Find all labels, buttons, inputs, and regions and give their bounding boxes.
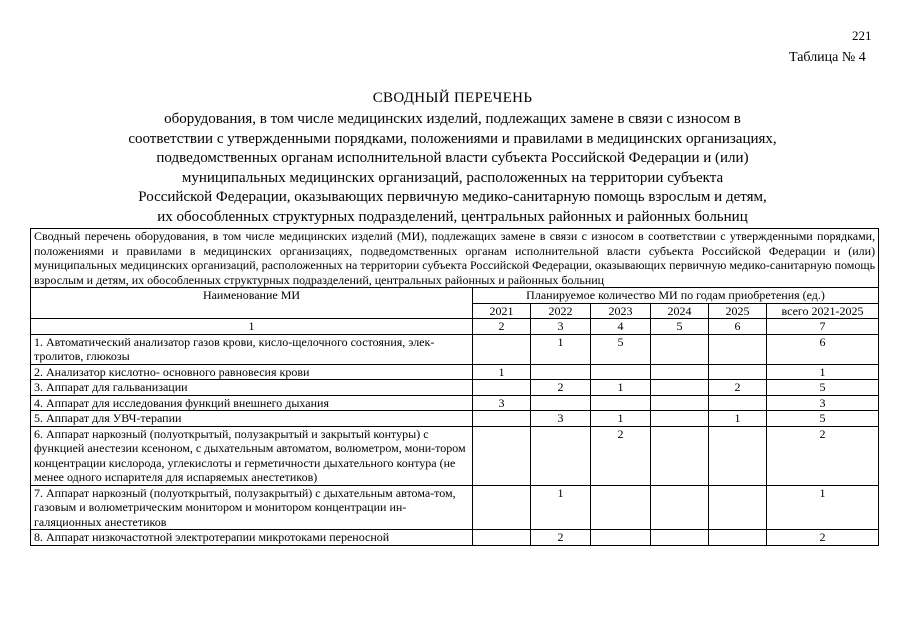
row-name-cell: 1. Автоматический анализатор газов крови, кисло-щелочного состояния, элек-тролитов, глюкозы xyxy=(31,334,473,364)
col-header-group: Планируемое количество МИ по годам приобретения (ед.) xyxy=(473,288,879,304)
row-name-cell: 2. Анализатор кислотно- основного равновесия крови xyxy=(31,364,473,380)
row-value-cell: 3 xyxy=(767,395,879,411)
row-value-cell: 5 xyxy=(767,411,879,427)
row-name-cell: 8. Аппарат низкочастотной электротерапии микротоками переносной xyxy=(31,530,473,546)
table-row xyxy=(31,380,879,396)
row-value-cell xyxy=(651,380,709,396)
row-value-cell: 2 xyxy=(767,530,879,546)
table-header-row xyxy=(31,288,879,304)
column-number-row xyxy=(31,319,879,335)
row-value-cell: 1 xyxy=(591,411,651,427)
column-number: 1 xyxy=(31,319,473,335)
row-value-cell: 1 xyxy=(767,364,879,380)
column-number: 6 xyxy=(709,319,767,335)
row-value-cell xyxy=(709,334,767,364)
row-value-cell xyxy=(473,411,531,427)
row-value-cell: 1 xyxy=(531,485,591,530)
table-label: Таблица № 4 xyxy=(789,50,866,65)
row-value-cell xyxy=(591,364,651,380)
table-row xyxy=(31,395,879,411)
subtitle-line: муниципальных медицинских организаций, расположенных на территории субъекта xyxy=(181,169,724,186)
row-value-cell: 1 xyxy=(591,380,651,396)
col-header-year: 2021 xyxy=(473,303,531,319)
table-body xyxy=(31,334,879,545)
row-value-cell xyxy=(709,530,767,546)
page-number: 221 xyxy=(852,28,872,43)
col-header-year: 2022 xyxy=(531,303,591,319)
row-value-cell xyxy=(651,395,709,411)
row-value-cell xyxy=(473,334,531,364)
subtitle-line: соответствии с утвержденными порядками, положениями и правилами в медицинских организациях, xyxy=(128,130,777,147)
row-value-cell: 1 xyxy=(767,485,879,530)
row-value-cell: 3 xyxy=(531,411,591,427)
column-number: 2 xyxy=(473,319,531,335)
subtitle-line: оборудования, в том числе медицинских изделий, подлежащих замене в связи с износом в xyxy=(164,111,741,127)
subtitle-line: подведомственных органам исполнительной власти субъекта Российской Федерации и (или) xyxy=(156,150,749,166)
row-value-cell xyxy=(591,485,651,530)
row-value-cell: 5 xyxy=(767,380,879,396)
row-value-cell: 1 xyxy=(473,364,531,380)
row-value-cell xyxy=(651,485,709,530)
col-header-name: Наименование МИ xyxy=(31,288,473,319)
row-name-cell: 6. Аппарат наркозный (полуоткрытый, полузакрытый и закрытый контуры) с функцией анестезии ксеноном, с дыхательным автоматом, волюметром, мони-тором концентрации кислорода, углекислоты и герметичности дыхательного контура (не менее одного испарителя для испаряемых анестетиков) xyxy=(31,426,473,485)
row-value-cell xyxy=(473,380,531,396)
column-number: 4 xyxy=(591,319,651,335)
col-header-total: всего 2021-2025 xyxy=(767,303,879,319)
column-number: 5 xyxy=(651,319,709,335)
row-name-cell: 3. Аппарат для гальванизации xyxy=(31,380,473,396)
table-row xyxy=(31,485,879,530)
col-header-year: 2025 xyxy=(709,303,767,319)
row-value-cell xyxy=(651,334,709,364)
row-value-cell xyxy=(709,426,767,485)
row-value-cell xyxy=(651,411,709,427)
row-value-cell xyxy=(709,485,767,530)
table-row xyxy=(31,364,879,380)
row-value-cell xyxy=(531,395,591,411)
column-number: 7 xyxy=(767,319,879,335)
row-value-cell xyxy=(473,485,531,530)
table-intro-text: Сводный перечень оборудования, в том числе медицинских изделий (МИ), подлежащих замене в связи с износом в соответствии с утвержденными порядками, положениями и правилами в медицинских организациях, подведомственных органам исполнительной власти субъекта Российской Федерации и (или) муниципальных медицинских организаций, расположенных на территории субъекта Российской Федерации, оказывающих первичную медико-санитарную помощь взрослым и детям, их обособленных структурных подразделений, центральных районных и районных больниц xyxy=(31,229,879,288)
row-value-cell: 2 xyxy=(531,380,591,396)
row-value-cell: 1 xyxy=(531,334,591,364)
row-value-cell xyxy=(473,426,531,485)
row-value-cell xyxy=(709,395,767,411)
row-value-cell xyxy=(531,426,591,485)
row-value-cell: 2 xyxy=(767,426,879,485)
row-name-cell: 4. Аппарат для исследования функций внешнего дыхания xyxy=(31,395,473,411)
row-value-cell xyxy=(531,364,591,380)
row-value-cell: 1 xyxy=(709,411,767,427)
table-row xyxy=(31,334,879,364)
table-row xyxy=(31,411,879,427)
table-row xyxy=(31,426,879,485)
row-value-cell: 2 xyxy=(709,380,767,396)
table-intro-row xyxy=(31,229,879,288)
row-value-cell: 3 xyxy=(473,395,531,411)
table-row xyxy=(31,530,879,546)
row-value-cell xyxy=(651,364,709,380)
document-title: СВОДНЫЙ ПЕРЕЧЕНЬ xyxy=(372,90,533,106)
row-value-cell xyxy=(591,395,651,411)
row-value-cell xyxy=(591,530,651,546)
row-value-cell: 5 xyxy=(591,334,651,364)
subtitle-line: их обособленных структурных подразделений, центральных районных и районных больниц xyxy=(157,208,748,225)
col-header-year: 2023 xyxy=(591,303,651,319)
row-value-cell xyxy=(651,530,709,546)
row-value-cell: 6 xyxy=(767,334,879,364)
column-number: 3 xyxy=(531,319,591,335)
row-name-cell: 5. Аппарат для УВЧ-терапии xyxy=(31,411,473,427)
row-value-cell xyxy=(709,364,767,380)
row-value-cell: 2 xyxy=(531,530,591,546)
row-value-cell xyxy=(651,426,709,485)
row-value-cell xyxy=(473,530,531,546)
row-name-cell: 7. Аппарат наркозный (полуоткрытый, полузакрытый) с дыхательным автома-том, газовым и волюметрическим монитором и монитором концентрации ин-галяционных анестетиков xyxy=(31,485,473,530)
equipment-table xyxy=(30,228,879,546)
document-subtitle xyxy=(60,110,845,227)
row-value-cell: 2 xyxy=(591,426,651,485)
col-header-year: 2024 xyxy=(651,303,709,319)
subtitle-line: Российской Федерации, оказывающих первичную медико-санитарную помощь взрослым и детям, xyxy=(138,189,767,205)
